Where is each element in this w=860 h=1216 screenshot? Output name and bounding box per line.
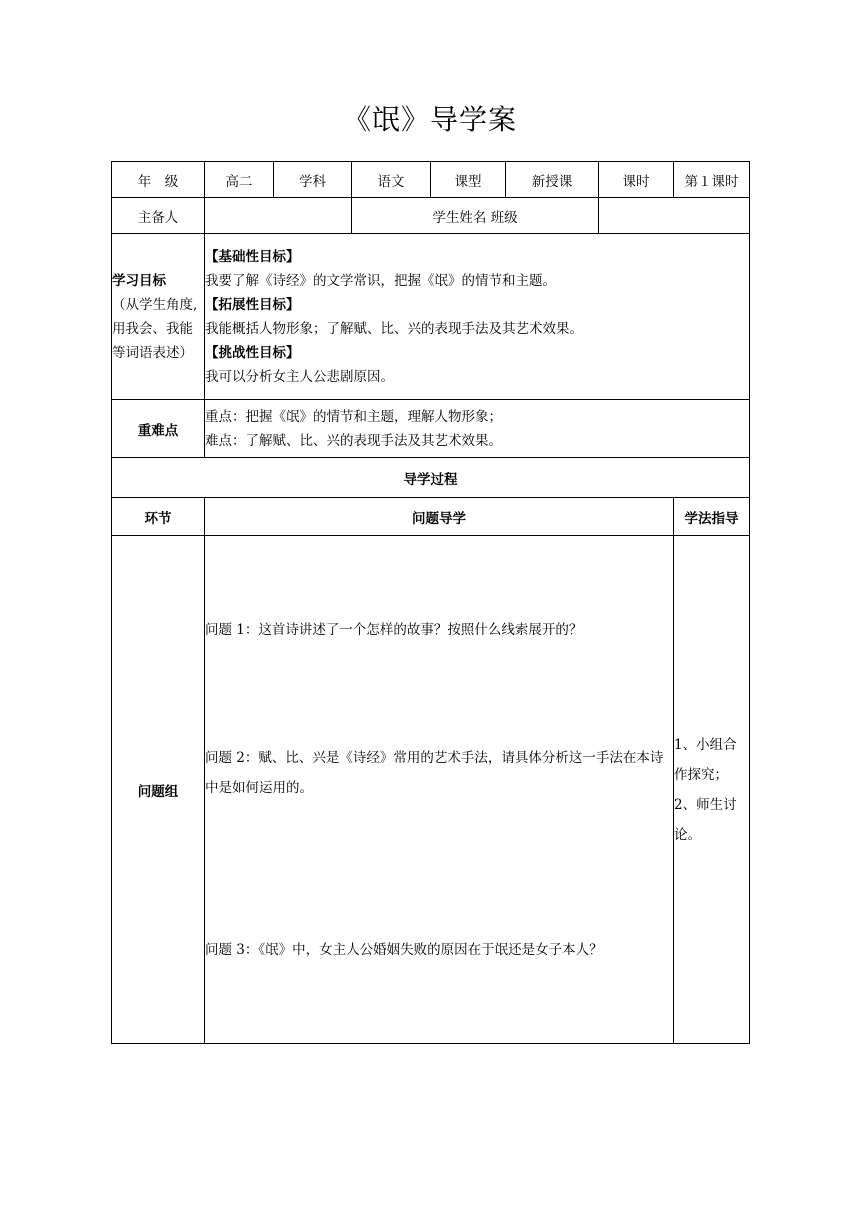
- info-row-2: [112, 198, 750, 234]
- student-class-field[interactable]: [599, 198, 750, 234]
- hard-point-text: 难点：了解赋、比、兴的表现手法及其艺术效果。: [205, 432, 502, 449]
- questions-cell[interactable]: [205, 536, 674, 1044]
- student-class-label: 学生姓名 班级: [352, 198, 599, 234]
- guide-item-2: 2、师生讨论。: [674, 796, 737, 843]
- stage-column-header: 环节: [112, 498, 205, 536]
- difficulty-label: 重难点: [112, 400, 205, 458]
- question-3: 问题 3：《氓》中，女主人公婚姻失败的原因在于氓还是女子本人？: [205, 941, 603, 958]
- process-header-row: [112, 498, 750, 536]
- basic-goal-text: 我要了解《诗经》的文学常识，把握《氓》的情节和主题。: [205, 272, 556, 289]
- basic-goal-heading: 【基础性目标】: [205, 248, 300, 265]
- period-value: 第１课时: [674, 162, 750, 198]
- question-2: 问题 2：赋、比、兴是《诗经》常用的艺术手法，请具体分析这一手法在本诗中是如何运用的。: [205, 749, 664, 796]
- extended-goal-heading: 【拓展性目标】: [205, 296, 300, 313]
- guide-item-1: 1、小组合作探究；: [674, 736, 737, 783]
- grade-label: 年 级: [112, 162, 205, 198]
- difficulty-content: [205, 400, 750, 458]
- goals-label-note: （从学生角度,用我会、我能等词语表述）: [112, 296, 198, 361]
- subject-label: 学科: [274, 162, 352, 198]
- stage-question-group: 问题组: [112, 536, 205, 1044]
- key-point-text: 重点：把握《氓》的情节和主题，理解人物形象；: [205, 408, 502, 425]
- page-title: 《氓》导学案: [342, 103, 517, 136]
- grade-value: 高二: [205, 162, 274, 198]
- lesson-type-value: 新授课: [506, 162, 599, 198]
- process-title: 导学过程: [112, 458, 750, 498]
- info-row-1: [112, 162, 750, 198]
- questions-column-header: 问题导学: [205, 498, 674, 536]
- goals-row: [112, 234, 750, 400]
- question-1: 问题 1：这首诗讲述了一个怎样的故事？按照什么线索展开的？: [205, 621, 583, 638]
- goals-content: [205, 234, 750, 400]
- goals-label-cell: [112, 234, 205, 400]
- lesson-plan-table: [111, 161, 750, 1044]
- preparer-field[interactable]: [205, 198, 352, 234]
- process-title-row: [112, 458, 750, 498]
- guide-cell: [674, 536, 750, 1044]
- difficulty-row: [112, 400, 750, 458]
- challenge-goal-text: 我可以分析女主人公悲剧原因。: [205, 368, 394, 385]
- guide-column-header: 学法指导: [674, 498, 750, 536]
- preparer-label: 主备人: [112, 198, 205, 234]
- extended-goal-text: 我能概括人物形象；了解赋、比、兴的表现手法及其艺术效果。: [205, 320, 583, 337]
- goals-label: 学习目标: [112, 272, 166, 289]
- question-group-row: [112, 536, 750, 1044]
- challenge-goal-heading: 【挑战性目标】: [205, 344, 300, 361]
- period-label: 课时: [599, 162, 674, 198]
- lesson-type-label: 课型: [431, 162, 506, 198]
- subject-value: 语文: [352, 162, 431, 198]
